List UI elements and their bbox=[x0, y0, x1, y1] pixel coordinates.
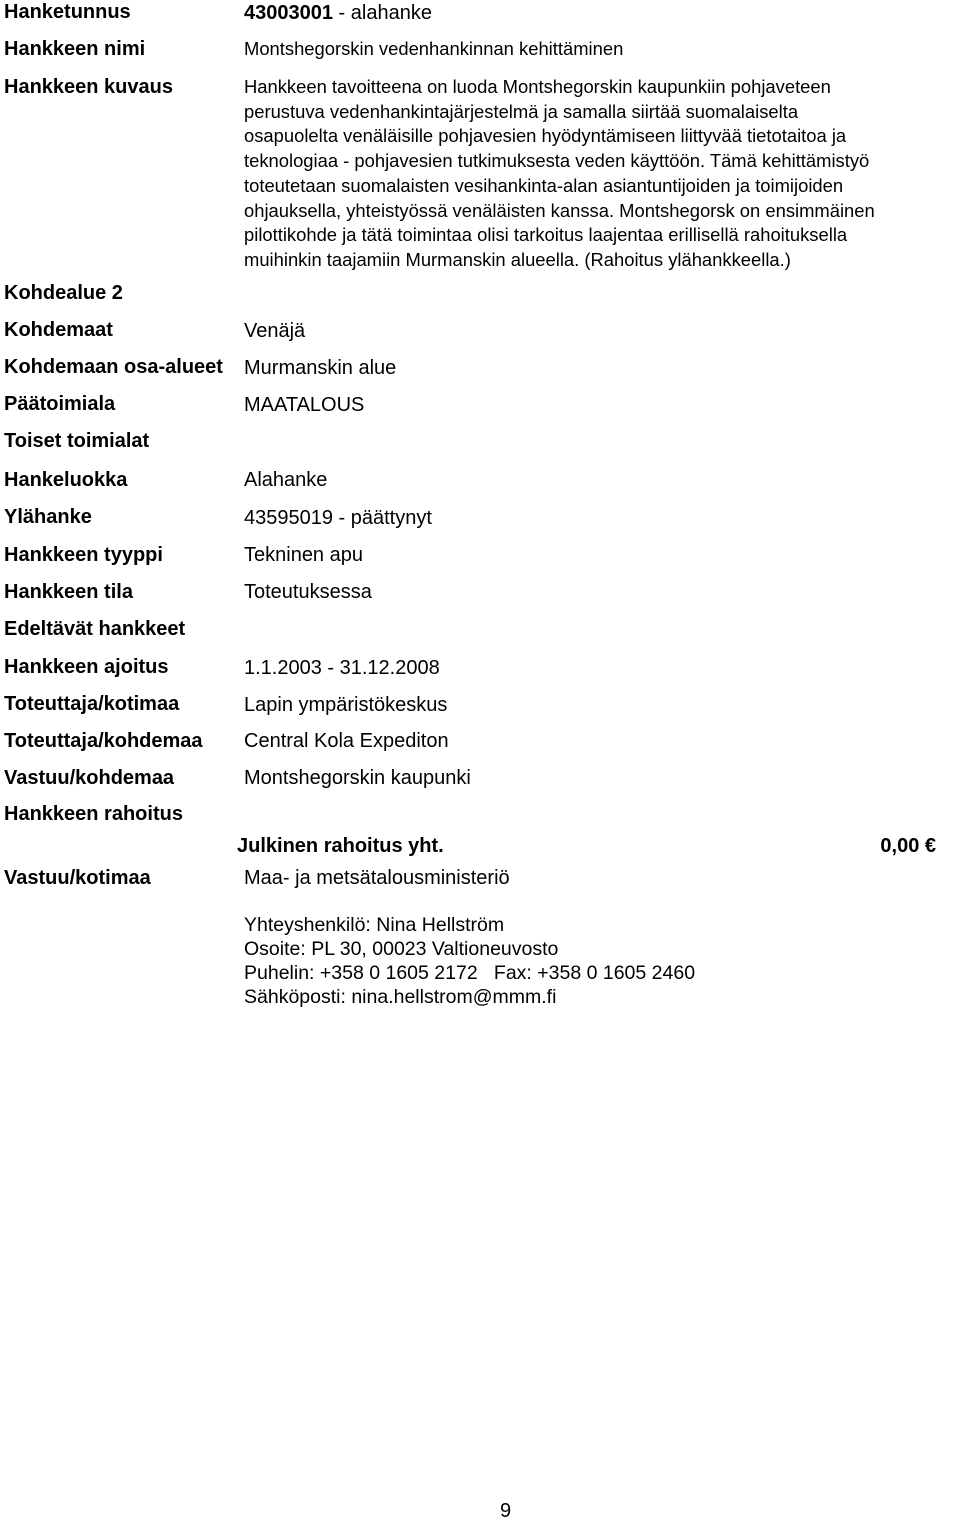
description-line: muihinkin taajamiin Murmanskin alueella. (Rahoitus ylähankkeella.) bbox=[244, 248, 791, 270]
page-number: 9 bbox=[500, 1500, 512, 1522]
value-ylahanke: 43595019 - päättynyt bbox=[244, 507, 432, 529]
label-hanketunnus: Hanketunnus bbox=[4, 1, 131, 23]
label-vastuu-kohdemaa: Vastuu/kohdemaa bbox=[4, 767, 175, 789]
value-tila: Toteutuksessa bbox=[244, 581, 372, 603]
contact-phone-fax: Puhelin: +358 0 1605 2172 Fax: +358 0 1605 2460 bbox=[244, 962, 696, 984]
description-line: Hankkeen tavoitteena on luoda Montshegorskin kaupunkiin pohjaveteen bbox=[244, 76, 831, 97]
label-tyyppi: Hankkeen tyyppi bbox=[4, 544, 163, 566]
contact-person: Yhteyshenkilö: Nina Hellström bbox=[244, 914, 505, 936]
value-vastuu-kohdemaa: Montshegorskin kaupunki bbox=[244, 767, 471, 789]
value-tyyppi: Tekninen apu bbox=[244, 544, 363, 566]
label-osa-alueet: Kohdemaan osa-alueet bbox=[4, 356, 223, 378]
contact-block bbox=[244, 913, 695, 1009]
value-toteuttaja-kotimaa: Lapin ympäristökeskus bbox=[244, 694, 448, 716]
description-line: osapuolelta venäläisille pohjavesien hyödyntämiseen liittyvää tietotaitoa ja bbox=[244, 125, 847, 147]
value-ajoitus: 1.1.2003 - 31.12.2008 bbox=[244, 657, 440, 679]
description-text bbox=[244, 75, 960, 273]
value-hanketunnus bbox=[244, 1, 432, 25]
label-ajoitus: Hankkeen ajoitus bbox=[4, 656, 169, 678]
description-line: pilottikohde ja tätä toimintaa olisi tarkoitus laajentaa erillisellä rahoituksella bbox=[244, 224, 848, 246]
label-kohdemaat: Kohdemaat bbox=[4, 319, 113, 341]
hanketunnus-suffix: - alahanke bbox=[332, 2, 432, 24]
value-hankeluokka: Alahanke bbox=[244, 469, 328, 491]
label-toteuttaja-kohdemaa: Toteuttaja/kohdemaa bbox=[4, 730, 203, 752]
label-kuvaus: Hankkeen kuvaus bbox=[4, 76, 173, 98]
label-hankeluokka: Hankeluokka bbox=[4, 469, 128, 491]
description-line: perustuva vedenhankintajärjestelmä ja samalla siirtää suomalaiselta bbox=[244, 100, 799, 122]
label-paatoimiala: Päätoimiala bbox=[4, 393, 116, 415]
value-toteuttaja-kohdemaa: Central Kola Expediton bbox=[244, 730, 449, 752]
description-line: ohjauksella, yhteistyössä venäläisten kanssa. Montshegorsk on ensimmäinen bbox=[244, 199, 875, 221]
label-kohdealue: Kohdealue 2 bbox=[4, 282, 123, 304]
contact-email: Sähköposti: nina.hellstrom@mmm.fi bbox=[244, 986, 557, 1008]
value-osa-alueet: Murmanskin alue bbox=[244, 357, 397, 379]
label-rahoitus: Hankkeen rahoitus bbox=[4, 803, 183, 825]
value-paatoimiala: MAATALOUS bbox=[244, 394, 365, 416]
hanketunnus-code: 43003001 bbox=[244, 2, 333, 24]
label-toteuttaja-kotimaa: Toteuttaja/kotimaa bbox=[4, 693, 180, 715]
label-tila: Hankkeen tila bbox=[4, 581, 133, 603]
value-kohdemaat: Venäjä bbox=[244, 320, 306, 342]
contact-address: Osoite: PL 30, 00023 Valtioneuvosto bbox=[244, 938, 559, 960]
public-funding-label: Julkinen rahoitus yht. bbox=[237, 835, 444, 857]
description-line: teknologiaa - pohjavesien tutkimuksesta veden käyttöön. Tämä kehittämistyö bbox=[244, 150, 870, 172]
value-nimi: Montshegorskin vedenhankinnan kehittäminen bbox=[244, 38, 624, 59]
label-toiset-toimialat: Toiset toimialat bbox=[4, 430, 150, 452]
label-vastuu-kotimaa: Vastuu/kotimaa bbox=[4, 867, 151, 889]
label-nimi: Hankkeen nimi bbox=[4, 38, 146, 60]
public-funding-amount: 0,00 € bbox=[880, 835, 936, 857]
description-line: toteutetaan suomalaisten vesihankinta-alan asiantuntijoiden ja toimijoiden bbox=[244, 174, 844, 196]
label-ylahanke: Ylähanke bbox=[4, 506, 92, 528]
value-vastuu-kotimaa: Maa- ja metsätalousministeriö bbox=[244, 867, 510, 889]
label-edeltavat: Edeltävät hankkeet bbox=[4, 618, 186, 640]
